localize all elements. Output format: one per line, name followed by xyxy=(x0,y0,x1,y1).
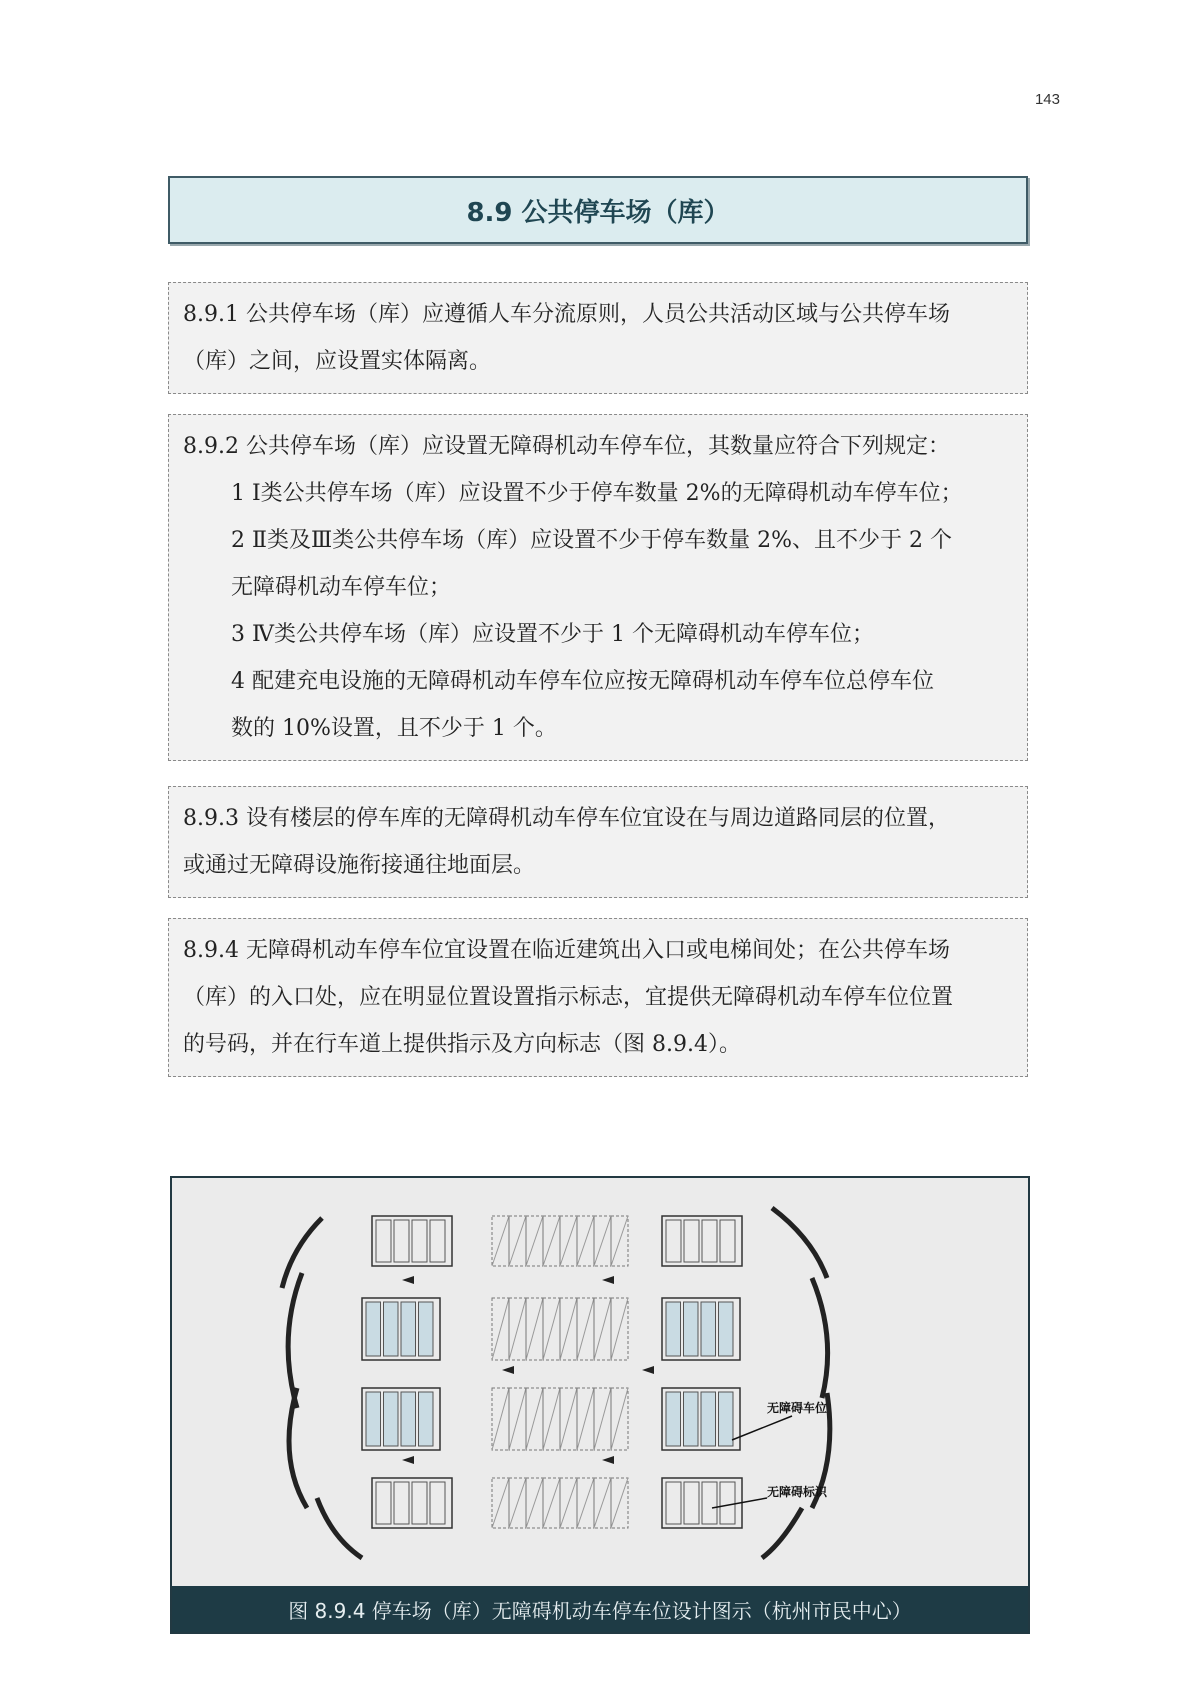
bay-stripe xyxy=(577,1216,594,1266)
parking-cell xyxy=(701,1302,716,1356)
bay-stripe xyxy=(509,1298,526,1360)
clause-item: 无障碍机动车停车位； xyxy=(231,575,452,600)
figure-8-9-4 xyxy=(170,1176,1030,1634)
bay-stripe xyxy=(509,1388,526,1450)
direction-arrow xyxy=(642,1366,654,1374)
parking-cell xyxy=(384,1392,399,1446)
curved-wall xyxy=(317,1498,362,1558)
parking-cell xyxy=(401,1392,416,1446)
bay-stripe xyxy=(594,1216,611,1266)
bay-stripe xyxy=(577,1478,594,1528)
bay-stripe xyxy=(509,1216,526,1266)
parking-cell xyxy=(666,1392,681,1446)
bay-stripe xyxy=(492,1388,509,1450)
parking-cell xyxy=(701,1392,716,1446)
clause-lead: 8.9.2 公共停车场（库）应设置无障碍机动车停车位，其数量应符合下列规定： xyxy=(183,434,950,459)
parking-cell xyxy=(401,1302,416,1356)
clause-line: （库）的入口处，应在明显位置设置指示标志，宜提供无障碍机动车停车位位置 xyxy=(183,985,954,1010)
bay-stripe xyxy=(492,1216,509,1266)
parking-cell xyxy=(430,1220,445,1262)
bay-stripe xyxy=(577,1388,594,1450)
figure-caption: 图 8.9.4 停车场（库）无障碍机动车停车位设计图示（杭州市民中心） xyxy=(172,1586,1028,1632)
clause-line: 8.9.1 公共停车场（库）应遵循人车分流原则，人员公共活动区域与公共停车场 xyxy=(183,302,950,327)
bay-stripe xyxy=(560,1216,577,1266)
clause-item: 数的 10%设置，且不少于 1 个。 xyxy=(231,716,557,741)
parking-cell xyxy=(384,1302,399,1356)
parking-cell xyxy=(666,1482,681,1524)
parking-cell xyxy=(376,1482,391,1524)
direction-arrow xyxy=(602,1276,614,1284)
clause-8-9-1 xyxy=(168,282,1028,394)
bay-stripe xyxy=(560,1298,577,1360)
clause-item: 3 Ⅳ类公共停车场（库）应设置不少于 1 个无障碍机动车停车位； xyxy=(231,622,874,647)
direction-arrow xyxy=(602,1456,614,1464)
curved-wall xyxy=(772,1208,827,1278)
parking-cell xyxy=(719,1392,734,1446)
bay-stripe xyxy=(526,1298,543,1360)
parking-cell xyxy=(684,1392,699,1446)
parking-cell xyxy=(720,1220,735,1262)
parking-cell xyxy=(412,1482,427,1524)
clause-item: 4 配建充电设施的无障碍机动车停车位应按无障碍机动车停车位总停车位 xyxy=(231,669,934,694)
parking-cell xyxy=(394,1220,409,1262)
bay-stripe xyxy=(543,1478,560,1528)
parking-cell xyxy=(666,1220,681,1262)
clause-item: 1 Ⅰ类公共停车场（库）应设置不少于停车数量 2%的无障碍机动车停车位； xyxy=(231,481,963,506)
direction-arrow xyxy=(502,1366,514,1374)
parking-cell xyxy=(702,1482,717,1524)
bay-stripe xyxy=(560,1478,577,1528)
parking-cell xyxy=(394,1482,409,1524)
clause-line: （库）之间，应设置实体隔离。 xyxy=(183,349,492,374)
bay-stripe xyxy=(611,1478,628,1528)
bay-stripe xyxy=(611,1216,628,1266)
bay-stripe xyxy=(577,1298,594,1360)
bay-stripe xyxy=(543,1216,560,1266)
parking-plan-drawing xyxy=(172,1178,1028,1588)
bay-stripe xyxy=(543,1298,560,1360)
curved-wall xyxy=(762,1508,802,1558)
parking-cell xyxy=(684,1302,699,1356)
bay-stripe xyxy=(543,1388,560,1450)
bay-stripe xyxy=(526,1388,543,1450)
parking-cell xyxy=(419,1392,434,1446)
bay-stripe xyxy=(594,1388,611,1450)
bay-stripe xyxy=(492,1478,509,1528)
bay-stripe xyxy=(526,1478,543,1528)
accessible-sign-label: 无障碍标识 xyxy=(767,1485,828,1499)
clause-line: 的号码，并在行车道上提供指示及方向标志（图 8.9.4）。 xyxy=(183,1032,741,1057)
accessible-space-label: 无障碍车位 xyxy=(767,1401,828,1415)
parking-cell xyxy=(419,1302,434,1356)
bay-stripe xyxy=(611,1388,628,1450)
clause-8-9-2 xyxy=(168,414,1028,761)
section-title: 8.9 公共停车场（库） xyxy=(466,197,730,228)
parking-cell xyxy=(366,1302,381,1356)
parking-cell xyxy=(684,1482,699,1524)
bay-stripe xyxy=(560,1388,577,1450)
parking-cell xyxy=(412,1220,427,1262)
bay-stripe xyxy=(509,1478,526,1528)
parking-cell xyxy=(430,1482,445,1524)
clause-line: 8.9.4 无障碍机动车停车位宜设置在临近建筑出入口或电梯间处；在公共停车场 xyxy=(183,938,950,963)
bay-stripe xyxy=(492,1298,509,1360)
curved-wall xyxy=(812,1278,828,1398)
bay-stripe xyxy=(611,1298,628,1360)
parking-cell xyxy=(666,1302,681,1356)
parking-cell xyxy=(720,1482,735,1524)
clause-line: 8.9.3 设有楼层的停车库的无障碍机动车停车位宜设在与周边道路同层的位置， xyxy=(183,806,950,831)
parking-cell xyxy=(684,1220,699,1262)
clause-8-9-3 xyxy=(168,786,1028,898)
bay-stripe xyxy=(594,1478,611,1528)
clause-item: 2 Ⅱ类及Ⅲ类公共停车场（库）应设置不少于停车数量 2%、且不少于 2 个 xyxy=(231,528,953,553)
bay-stripe xyxy=(526,1216,543,1266)
parking-cell xyxy=(376,1220,391,1262)
page-number: 143 xyxy=(1034,91,1060,108)
parking-cell xyxy=(366,1392,381,1446)
clause-line: 或通过无障碍设施衔接通往地面层。 xyxy=(183,853,536,878)
accessible-space-leader xyxy=(732,1416,792,1440)
section-header xyxy=(168,176,1028,244)
direction-arrow xyxy=(402,1456,414,1464)
direction-arrow xyxy=(402,1276,414,1284)
parking-cell xyxy=(719,1302,734,1356)
parking-cell xyxy=(702,1220,717,1262)
clause-8-9-4 xyxy=(168,918,1028,1077)
bay-stripe xyxy=(594,1298,611,1360)
